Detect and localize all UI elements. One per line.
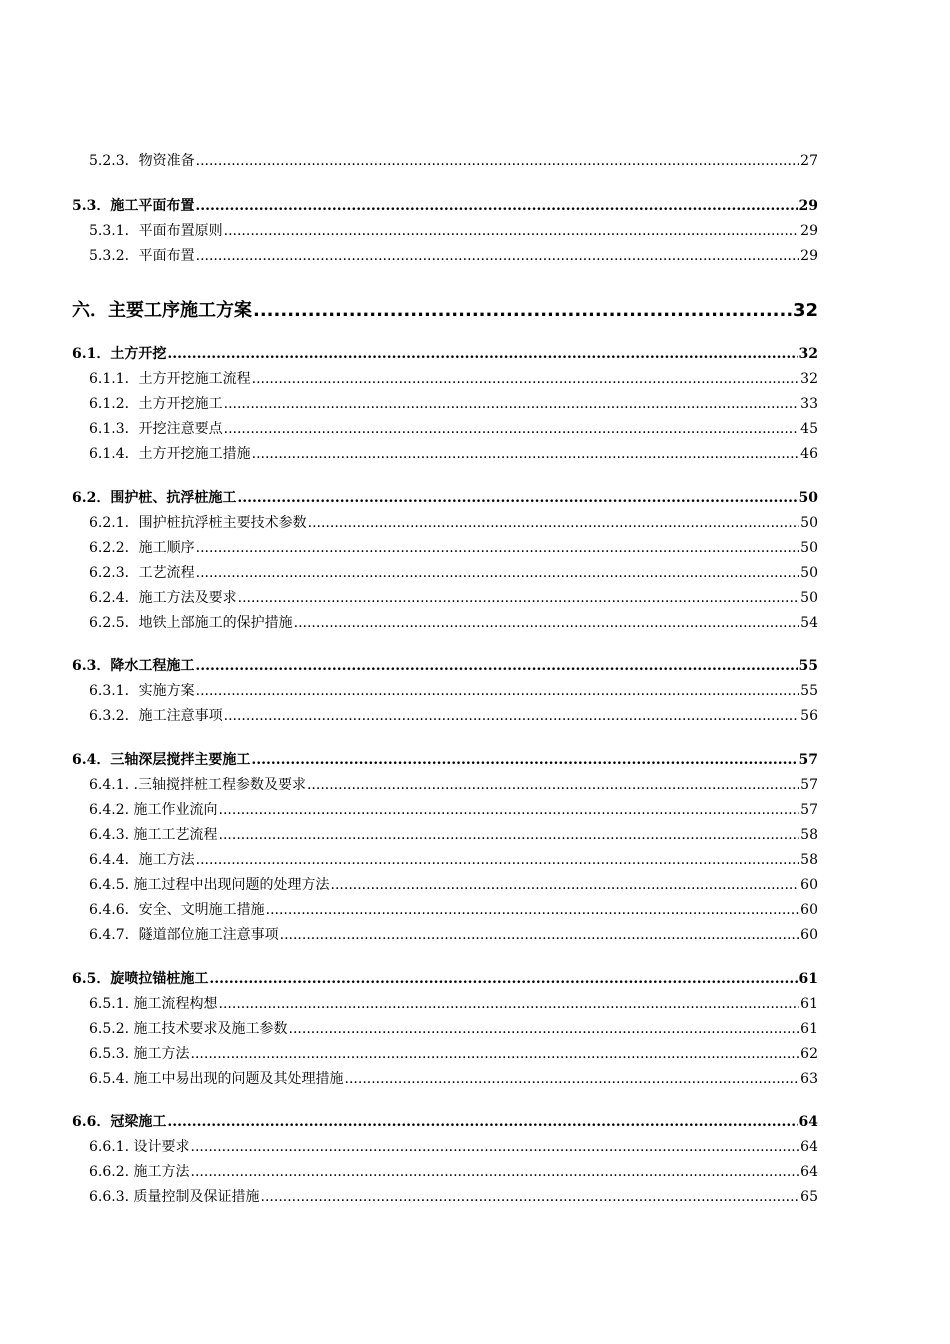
toc-entry[interactable]: [72, 1043, 818, 1063]
toc-entry-label: 6.4.3. 施工工艺流程: [89, 827, 218, 843]
toc-entry-label: 六．主要工序施工方案: [72, 300, 252, 321]
toc-entry[interactable]: [72, 562, 818, 582]
toc-leader-dots: [237, 490, 797, 506]
toc-leader-dots: [294, 615, 800, 631]
toc-leader-dots: [196, 153, 800, 169]
toc-entry-label: 6.1.1．土方开挖施工流程: [89, 371, 251, 387]
toc-entry-page-number: 60: [800, 902, 818, 918]
toc-entry-page-number: 57: [798, 752, 818, 768]
toc-entry[interactable]: [72, 924, 818, 944]
toc-entry[interactable]: [72, 368, 818, 388]
toc-entry-label: 6.2.2．施工顺序: [89, 540, 195, 556]
toc-entry-label: 6.6.2. 施工方法: [89, 1164, 190, 1180]
toc-entry[interactable]: [72, 1068, 818, 1088]
toc-entry-page-number: 32: [798, 346, 818, 362]
toc-entry[interactable]: [72, 993, 818, 1013]
toc-entry-page-number: 63: [800, 1071, 818, 1087]
toc-entry-page-number: 29: [800, 248, 818, 264]
toc-leader-dots: [195, 198, 797, 214]
toc-leader-dots: [196, 565, 800, 581]
toc-leader-dots: [196, 852, 800, 868]
toc-entry[interactable]: [72, 849, 818, 869]
toc-leader-dots: [308, 515, 800, 531]
toc-leader-dots: [252, 446, 800, 462]
toc-entry-label: 6.6.1. 设计要求: [89, 1139, 190, 1155]
toc-entry[interactable]: [72, 824, 818, 844]
toc-entry[interactable]: [72, 343, 818, 363]
toc-entry-label: 6.4．三轴深层搅拌主要施工: [72, 752, 251, 768]
toc-entry-page-number: 64: [800, 1139, 818, 1155]
toc-leader-dots: [261, 1189, 800, 1205]
toc-entry-label: 6.4.1. .三轴搅拌桩工程参数及要求: [89, 777, 306, 793]
toc-entry[interactable]: [72, 1136, 818, 1156]
toc-leader-dots: [167, 346, 797, 362]
toc-leader-dots: [191, 1139, 800, 1155]
toc-entry[interactable]: [72, 1186, 818, 1206]
toc-entry-page-number: 55: [798, 658, 818, 674]
toc-entry-page-number: 56: [800, 708, 818, 724]
toc-leader-dots: [219, 996, 800, 1012]
toc-entry-page-number: 29: [800, 223, 818, 239]
toc-leader-dots: [238, 590, 800, 606]
toc-entry-label: 6.4.2. 施工作业流向: [89, 802, 218, 818]
toc-leader-dots: [191, 1164, 800, 1180]
toc-leader-dots: [196, 540, 800, 556]
toc-entry[interactable]: [72, 245, 818, 265]
toc-entry-label: 6.1.2．土方开挖施工: [89, 396, 223, 412]
toc-entry-page-number: 60: [800, 877, 818, 893]
toc-entry-label: 6.2.3．工艺流程: [89, 565, 195, 581]
toc-entry-label: 5.2.3．物资准备: [89, 153, 195, 169]
toc-entry-page-number: 32: [792, 300, 818, 321]
toc-leader-dots: [280, 927, 800, 943]
toc-entry-page-number: 46: [800, 446, 818, 462]
toc-entry-label: 6.3.2．施工注意事项: [89, 708, 223, 724]
toc-entry-label: 6.2.1．围护桩抗浮桩主要技术参数: [89, 515, 307, 531]
toc-leader-dots: [196, 683, 800, 699]
toc-entry-label: 6.5.3. 施工方法: [89, 1046, 190, 1062]
toc-entry[interactable]: [72, 1161, 818, 1181]
toc-entry-page-number: 58: [800, 827, 818, 843]
toc-entry[interactable]: [72, 487, 818, 507]
toc-entry[interactable]: [72, 150, 818, 170]
toc-entry[interactable]: [72, 1111, 818, 1131]
toc-leader-dots: [224, 708, 800, 724]
toc-entry-label: 5.3．施工平面布置: [72, 198, 195, 214]
toc-leader-dots: [251, 752, 797, 768]
toc-entry[interactable]: [72, 443, 818, 463]
toc-leader-dots: [307, 777, 799, 793]
toc-entry[interactable]: [72, 774, 818, 794]
toc-entry-page-number: 61: [798, 971, 818, 987]
toc-entry-page-number: 60: [800, 927, 818, 943]
toc-entry-label: 6.2.4．施工方法及要求: [89, 590, 237, 606]
toc-entry[interactable]: [72, 393, 818, 413]
toc-leader-dots: [224, 223, 800, 239]
toc-entry-label: 6.2.5．地铁上部施工的保护措施: [89, 615, 293, 631]
toc-entry-label: 6.5．旋喷拉锚桩施工: [72, 971, 209, 987]
toc-entry[interactable]: [72, 899, 818, 919]
toc-entry-label: 6.2．围护桩、抗浮桩施工: [72, 490, 237, 506]
toc-entry-label: 6.1.4．土方开挖施工措施: [89, 446, 251, 462]
toc-entry[interactable]: [72, 1018, 818, 1038]
toc-entry[interactable]: [72, 587, 818, 607]
toc-entry-label: 5.3.2．平面布置: [89, 248, 195, 264]
toc-entry[interactable]: [72, 537, 818, 557]
toc-entry-label: 6.4.7．隧道部位施工注意事项: [89, 927, 279, 943]
toc-leader-dots: [266, 902, 800, 918]
toc-entry-page-number: 45: [800, 421, 818, 437]
toc-entry-label: 6.4.5. 施工过程中出现问题的处理方法: [89, 877, 330, 893]
toc-entry[interactable]: [72, 680, 818, 700]
toc-entry-label: 6.3.1．实施方案: [89, 683, 195, 699]
toc-entry-page-number: 50: [800, 515, 818, 531]
toc-leader-dots: [289, 1021, 800, 1037]
toc-entry-label: 5.3.1．平面布置原则: [89, 223, 223, 239]
toc-entry[interactable]: [72, 655, 818, 675]
toc-entry-label: 6.1.3．开挖注意要点: [89, 421, 223, 437]
toc-entry[interactable]: [72, 612, 818, 632]
toc-entry-label: 6.3．降水工程施工: [72, 658, 195, 674]
toc-entry-label: 6.6.3. 质量控制及保证措施: [89, 1189, 260, 1205]
toc-entry[interactable]: [72, 874, 818, 894]
toc-leader-dots: [219, 827, 800, 843]
toc-entry-label: 6.1．土方开挖: [72, 346, 167, 362]
toc-entry[interactable]: [72, 296, 818, 322]
toc-leader-dots: [224, 396, 800, 412]
toc-entry-page-number: 50: [798, 490, 818, 506]
toc-entry-page-number: 64: [798, 1114, 818, 1130]
toc-entry[interactable]: [72, 705, 818, 725]
toc-entry-page-number: 50: [800, 590, 818, 606]
toc-entry-page-number: 50: [800, 565, 818, 581]
toc-entry-page-number: 33: [800, 396, 818, 412]
toc-leader-dots: [219, 802, 800, 818]
toc-leader-dots: [209, 971, 797, 987]
toc-entry-page-number: 32: [800, 371, 818, 387]
toc-entry-page-number: 61: [800, 996, 818, 1012]
toc-leader-dots: [191, 1046, 800, 1062]
toc-entry-page-number: 58: [800, 852, 818, 868]
toc-entry-label: 6.4.4．施工方法: [89, 852, 195, 868]
toc-entry-page-number: 57: [800, 777, 818, 793]
toc-leader-dots: [331, 877, 800, 893]
toc-leader-dots: [196, 248, 800, 264]
toc-entry-page-number: 64: [800, 1164, 818, 1180]
toc-entry-page-number: 55: [800, 683, 818, 699]
toc-entry-label: 6.4.6．安全、文明施工措施: [89, 902, 265, 918]
toc-entry-page-number: 50: [800, 540, 818, 556]
toc-entry[interactable]: [72, 220, 818, 240]
toc-entry[interactable]: [72, 968, 818, 988]
toc-entry[interactable]: [72, 418, 818, 438]
toc-entry-page-number: 54: [800, 615, 818, 631]
toc-entry[interactable]: [72, 512, 818, 532]
toc-entry-label: 6.5.1. 施工流程构想: [89, 996, 218, 1012]
toc-entry-page-number: 62: [800, 1046, 818, 1062]
toc-entry-label: 6.6．冠梁施工: [72, 1114, 167, 1130]
toc-entry-page-number: 29: [798, 198, 818, 214]
toc-entry[interactable]: [72, 749, 818, 769]
toc-entry-label: 6.5.2. 施工技术要求及施工参数: [89, 1021, 288, 1037]
toc-entry[interactable]: [72, 195, 818, 215]
toc-entry[interactable]: [72, 799, 818, 819]
toc-leader-dots: [252, 371, 800, 387]
toc-leader-dots: [224, 421, 800, 437]
toc-entry-page-number: 61: [800, 1021, 818, 1037]
toc-entry-page-number: 27: [800, 153, 818, 169]
toc-leader-dots: [195, 658, 797, 674]
toc-leader-dots: [167, 1114, 797, 1130]
toc-leader-dots: [253, 300, 792, 321]
toc-entry-page-number: 65: [800, 1189, 818, 1205]
toc-entry-label: 6.5.4. 施工中易出现的问题及其处理措施: [89, 1071, 344, 1087]
toc-entry-page-number: 57: [800, 802, 818, 818]
toc-leader-dots: [345, 1071, 800, 1087]
